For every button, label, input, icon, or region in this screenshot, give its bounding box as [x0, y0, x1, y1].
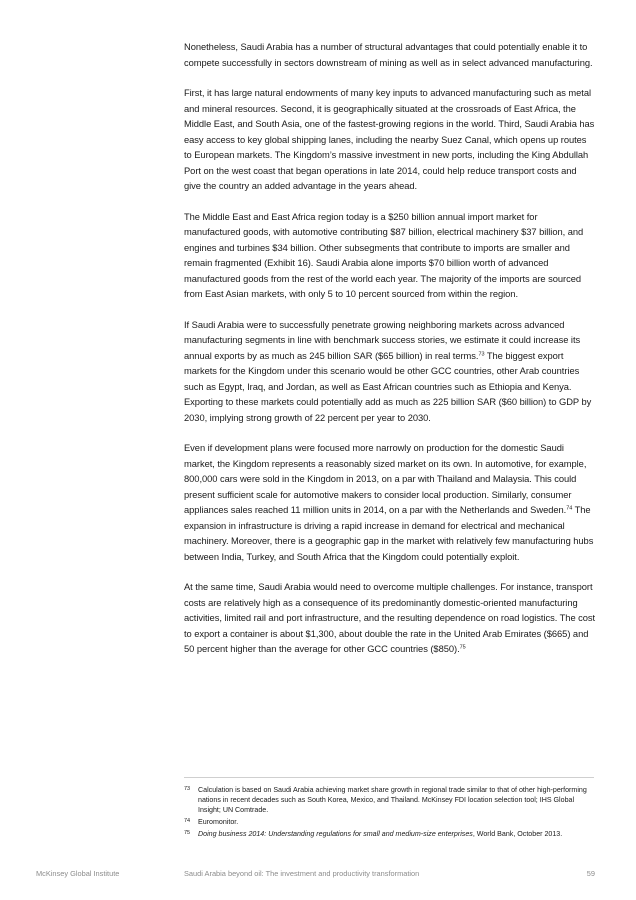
paragraph	[184, 441, 596, 565]
text-run: The biggest export markets for the Kingdom under this scenario would be other GCC countries, other Arab countries such as Egypt, Iraq, and Jordan, as well as East African countries such as Ethiopia and Kenya. Exporting to these markets could potentially add as much as 225 billion SAR ($60 billion) to GDP by 2030, implying strong growth of 22 percent per year to 2030.	[184, 350, 592, 423]
text-run: , World Bank, October 2013.	[472, 830, 563, 838]
paragraph	[184, 318, 596, 427]
footnote-reference: 73	[478, 351, 485, 357]
footnote-reference: 75	[459, 644, 466, 651]
text-run: The expansion in infrastructure is driving a rapid increase in demand for electrical and mechanical machinery. Moreover, there is a geographic gap in the market with relatively few manufacturing hubs between India, Turkey, and South Africa that the Kingdom could potentially exploit.	[184, 505, 594, 562]
text-run: Euromonitor.	[198, 818, 239, 826]
body-text	[184, 40, 596, 673]
text-run: If Saudi Arabia were to successfully penetrate growing neighboring markets across advanced manufacturing segments in line with benchmark success stories, we estimate it could increase its annual exports by as much as 245 billion SAR ($65 billion) in real terms.	[184, 319, 581, 361]
footnote-number: 74	[184, 818, 191, 824]
text-run: At the same time, Saudi Arabia would need to overcome multiple challenges. For instance, transport costs are relatively high as a consequence of its predominantly domestic-oriented manufacturing activities, limited rail and port infrastructure, and the resulting dependence on road logistics. The cost to export a container is about $1,300, about double the rate in the United Arab Emirates ($665) and 50 percent higher than the average for other GCC countries ($850).	[184, 582, 596, 654]
footnote-reference: 74	[566, 505, 573, 512]
text-run: Even if development plans were focused more narrowly on production for the domestic Saudi market, the Kingdom represents a reasonably sized market on its own. In automotive, for example, 800,000 cars were sold in the Kingdom in 2013, on a par with Thailand and Malaysia. This could present sufficient scale for automotive makers to consider local production. Similarly, consumer appliances sales reached 11 million units in 2014, on a par with the Netherlands and Sweden.	[184, 443, 587, 515]
footer-report-title: Saudi Arabia beyond oil: The investment and productivity transformation	[184, 869, 420, 878]
paragraph	[184, 40, 596, 71]
paragraph	[184, 210, 596, 303]
page-number: 59	[586, 869, 595, 878]
text-run: Nonetheless, Saudi Arabia has a number of structural advantages that could potentially enable it to compete successfully in sectors downstream of mining as well as in select advanced manufacturing.	[184, 42, 593, 68]
footnote-number: 73	[184, 786, 191, 792]
text-run: The Middle East and East Africa region today is a $250 billion annual import market for manufactured goods, with automotive contributing $87 billion, electrical machinery $37 billion, and engines and turbines $34 billion. Other subsegments that contribute to imports are smaller and remain fragmented (Exhibit 16). Saudi Arabia alone imports $70 billion worth of advanced manufactured goods from the rest of the world each year. The majority of the imports are sourced from East Asian markets, with only 5 to 10 percent sourced from within the region.	[184, 211, 584, 299]
paragraph	[184, 580, 596, 658]
footnote	[184, 785, 594, 815]
paragraph	[184, 86, 596, 195]
footer-publisher: McKinsey Global Institute	[36, 869, 120, 878]
footnotes-section	[184, 777, 594, 841]
italic-text: Doing business 2014: Understanding regulations for small and medium-size enterprises	[198, 830, 473, 838]
footnote	[184, 817, 594, 827]
footnote-number: 75	[184, 830, 191, 836]
text-run: First, it has large natural endowments of many key inputs to advanced manufacturing such as metal and mineral resources. Second, it is geographically situated at the crossroads of East Africa, the Middle East, and South Asia, one of the fastest-growing regions in the world. Third, Saudi Arabia has easy access to key global shipping lanes, including the nearby Suez Canal, which opens up routes to European markets. The Kingdom’s massive investment in new ports, including the King Abdullah Port on the west coast that began operations in late 2014, could help reduce transport costs and give the country an added advantage in the years ahead.	[184, 88, 595, 191]
footnote	[184, 829, 594, 839]
text-run: Calculation is based on Saudi Arabia achieving market share growth in regional trade similar to that of other high-performing nations in recent decades such as South Korea, Mexico, and Thailand. McKinsey FDI location selection tool; IHS Global Insight; UN Comtrade.	[198, 786, 587, 814]
